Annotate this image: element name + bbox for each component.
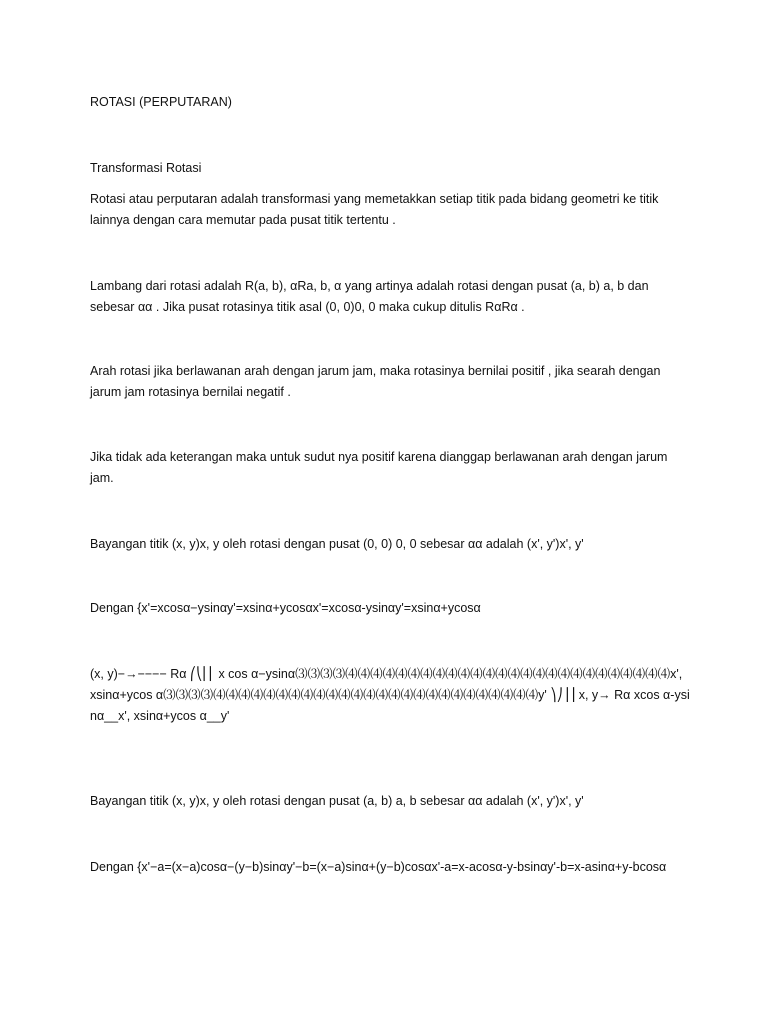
paragraph-matrix-garbled: (x, y)−→−−−− Rα ⎛⎝⎜⎜ x cos α−ysinα⑶⑶⑶⑶⑷⑷⑷⑷⑷⑷⑷⑷⑷⑷⑷⑷⑷⑷⑷⑷⑷⑷⑷⑷⑷⑷⑷⑷⑷⑷x', xsinα+ycos α⑶⑶⑶⑶⑷⑷⑷⑷⑷⑷⑷⑷⑷⑷⑷⑷⑷⑷⑷⑷⑷⑷⑷⑷⑷⑷⑷⑷⑷⑷y' ⎞⎠⎟⎟ x, y→ Rα xcos α-ysinα__x', xsinα+ycos α__y' [90,667,690,723]
paragraph-direction: Arah rotasi jika berlawanan arah dengan jarum jam, maka rotasinya bernilai positif , jika searah dengan jarum jam rotasinya bernilai negatif . [90,364,661,399]
paragraph-formula-origin: Dengan {x'=xcosα−ysinαy'=xsinα+ycosαx'=xcosα-ysinαy'=xsinα+ycosα [90,601,481,615]
paragraph-formula-center: Dengan {x'−a=(x−a)cosα−(y−b)sinαy'−b=(x−a)sinα+(y−b)cosαx'-a=x-acosα-y-bsinαy'-b=x-asinα+y-bcosα [90,860,667,874]
paragraph-image-origin: Bayangan titik (x, y)x, y oleh rotasi dengan pusat (0, 0) 0, 0 sebesar αα adalah (x', y')x', y' [90,537,584,551]
paragraph-default-direction: Jika tidak ada keterangan maka untuk sudut nya positif karena dianggap berlawanan arah dengan jarum jam. [90,450,668,485]
paragraph-notation: Lambang dari rotasi adalah R(a, b), αRa, b, α yang artinya adalah rotasi dengan pusat (a, b) a, b dan sebesar αα . Jika pusat rotasinya titik asal (0, 0)0, 0 maka cukup ditulis RαRα . [90,279,649,314]
document-title: ROTASI (PERPUTARAN) [90,95,232,109]
paragraph-image-center: Bayangan titik (x, y)x, y oleh rotasi dengan pusat (a, b) a, b sebesar αα adalah (x', y')x', y' [90,794,584,808]
paragraph-definition: Rotasi atau perputaran adalah transformasi yang memetakkan setiap titik pada bidang geometri ke titik lainnya dengan cara memutar pada pusat titik tertentu . [90,192,659,227]
section-heading: Transformasi Rotasi [90,161,202,175]
